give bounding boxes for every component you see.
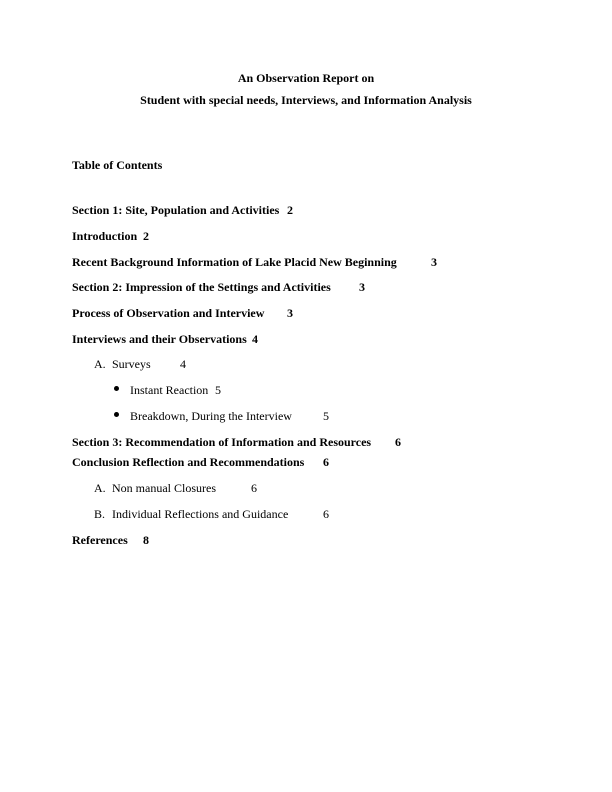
toc-entry-page: 4 <box>180 357 186 371</box>
toc-entry-page: 6 <box>251 481 257 495</box>
toc-entry-text: Individual Reflections and Guidance <box>112 507 289 521</box>
toc-entry-page: 3 <box>287 306 293 320</box>
report-title-line2: Student with special needs, Interviews, and Information Analysis <box>140 93 472 107</box>
toc-entry-text: Process of Observation and Interview <box>72 306 265 320</box>
toc-entry-page: 6 <box>323 455 329 469</box>
toc-heading: Table of Contents <box>72 158 163 172</box>
toc-entry-page: 5 <box>215 383 221 397</box>
toc-entry-marker: B. <box>94 507 106 521</box>
toc-entry-marker: A. <box>94 481 106 495</box>
toc-entry-text: Conclusion Reflection and Recommendations <box>72 455 305 469</box>
toc-entry-page: 2 <box>143 229 149 243</box>
toc-entry-text: References <box>72 533 128 547</box>
toc-entry-text: Section 3: Recommendation of Information and Resources <box>72 435 372 449</box>
toc-entry-page: 4 <box>252 332 258 346</box>
toc-entry-text: Section 1: Site, Population and Activities <box>72 203 280 217</box>
toc-entry-page: 8 <box>143 533 149 547</box>
toc-entry-page: 5 <box>323 409 329 423</box>
toc-entry-text: Breakdown, During the Interview <box>130 409 292 423</box>
bullet-icon <box>114 412 119 417</box>
toc-entry-text: Non manual Closures <box>112 481 216 495</box>
report-title-line1: An Observation Report on <box>237 71 375 85</box>
toc-entry-marker: A. <box>94 357 106 371</box>
toc-entry-text: Instant Reaction <box>130 383 209 397</box>
toc-entry-text: Surveys <box>112 357 151 371</box>
toc-entry-text: Recent Background Information of Lake Placid New Beginning <box>72 255 397 269</box>
toc-entry-text: Interviews and their Observations <box>72 332 247 346</box>
toc-entry-page: 3 <box>431 255 437 269</box>
toc-entry-page: 6 <box>395 435 401 449</box>
toc-entry-page: 3 <box>359 280 365 294</box>
bullet-icon <box>114 386 119 391</box>
toc-entry-page: 6 <box>323 507 329 521</box>
toc-entry-text: Introduction <box>72 229 138 243</box>
toc-entry-text: Section 2: Impression of the Settings and Activities <box>72 280 331 294</box>
toc-entry-page: 2 <box>287 203 293 217</box>
